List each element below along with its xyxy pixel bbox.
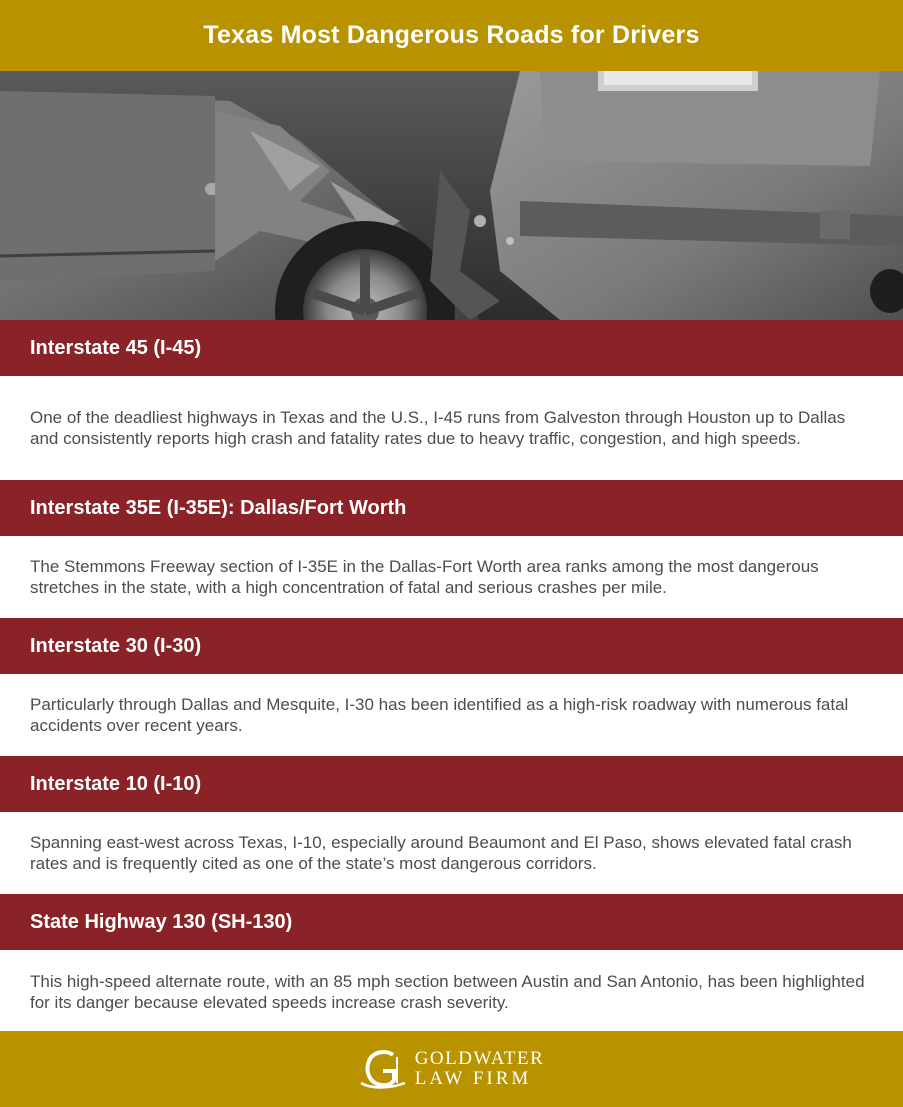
title-bar bbox=[0, 0, 903, 71]
section-body-sh130: This high-speed alternate route, with an 85 mph section between Austin and San Antonio, has been highlighted for its danger because elevated speeds increase crash severity. bbox=[0, 950, 903, 1033]
section-heading-i30: Interstate 30 (I-30) bbox=[0, 618, 903, 674]
logo-line-2: LAW FIRM bbox=[414, 1068, 532, 1089]
goldwater-logo bbox=[359, 1047, 545, 1091]
section-heading-i10: Interstate 10 (I-10) bbox=[0, 756, 903, 812]
goldwater-g-icon bbox=[359, 1047, 409, 1091]
page-title: Texas Most Dangerous Roads for Drivers bbox=[203, 21, 700, 49]
road-list bbox=[0, 320, 903, 1033]
section-body-i35e: The Stemmons Freeway section of I-35E in the Dallas-Fort Worth area ranks among the most dangerous stretches in the state, with a high concentration of fatal and serious crashes per mile. bbox=[0, 536, 903, 618]
section-body-i45: One of the deadliest highways in Texas and the U.S., I-45 runs from Galveston through Houston up to Dallas and consistently reports high crash and fatality rates due to heavy traffic, congestion, and high speeds. bbox=[0, 376, 903, 480]
hero-image bbox=[0, 71, 903, 320]
section-body-i10: Spanning east-west across Texas, I-10, especially around Beaumont and El Paso, shows elevated fatal crash rates and is frequently cited as one of the state’s most dangerous corridors. bbox=[0, 812, 903, 894]
footer bbox=[0, 1031, 903, 1107]
section-heading-i45: Interstate 45 (I-45) bbox=[0, 320, 903, 376]
section-heading-i35e: Interstate 35E (I-35E): Dallas/Fort Worth bbox=[0, 480, 903, 536]
section-body-i30: Particularly through Dallas and Mesquite, I-30 has been identified as a high-risk roadway with numerous fatal accidents over recent years. bbox=[0, 674, 903, 756]
logo-line-1: GOLDWATER bbox=[414, 1048, 545, 1069]
section-heading-sh130: State Highway 130 (SH-130) bbox=[0, 894, 903, 950]
car-crash-photo bbox=[0, 71, 903, 320]
logo-wordmark bbox=[415, 1049, 545, 1089]
